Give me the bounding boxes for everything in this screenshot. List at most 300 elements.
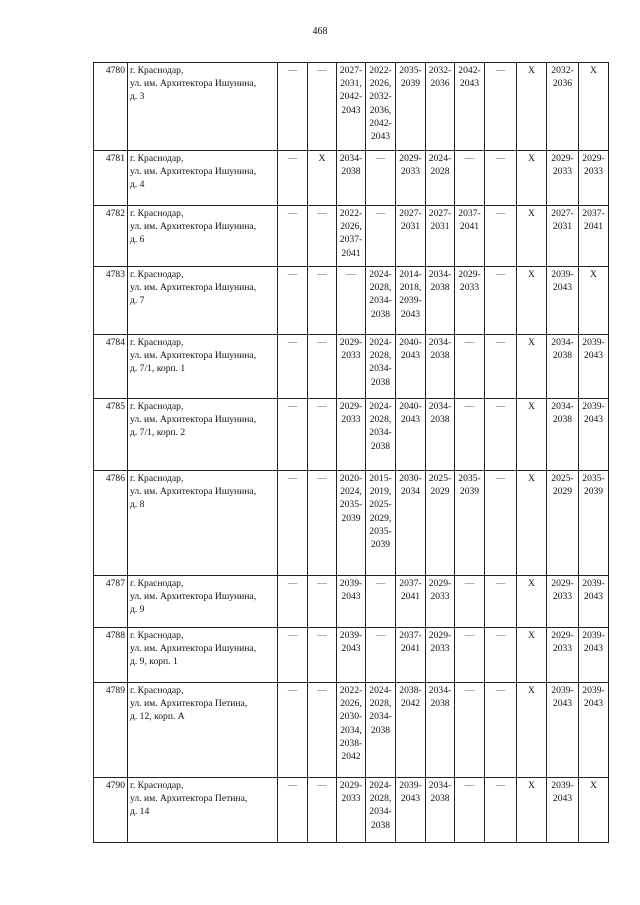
period-cell <box>426 778 455 843</box>
period-value: 2024, <box>340 486 362 498</box>
address-line: ул. им. Архитектора Ишунина, <box>130 166 257 178</box>
address-line: г. Краснодар, <box>130 685 184 696</box>
period-value: 2025- <box>369 499 392 511</box>
period-value: 2024- <box>369 401 392 412</box>
period-cell <box>337 206 366 267</box>
period-value: 2034- <box>428 780 452 791</box>
period-value: — <box>317 780 327 791</box>
period-value: 2038 <box>370 819 391 831</box>
period-cell <box>547 151 579 206</box>
period-value: — <box>495 578 506 589</box>
period-cell <box>396 206 426 267</box>
period-value: 2034- <box>551 337 574 348</box>
period-value: 2042- <box>458 65 481 76</box>
period-value: 2039- <box>582 401 605 412</box>
period-cell <box>396 63 426 151</box>
period-value: — <box>287 685 298 696</box>
period-value: 2026, <box>340 221 362 233</box>
period-value: 2022- <box>339 208 363 219</box>
period-value: 2033 <box>341 414 361 426</box>
period-value: 2034, <box>340 724 362 736</box>
period-cell <box>278 399 308 471</box>
period-value: 2043 <box>400 793 421 805</box>
period-value: 2041 <box>583 221 604 233</box>
period-value: — <box>287 473 298 484</box>
table-row <box>94 399 609 471</box>
period-value: Х <box>528 65 535 76</box>
period-cell <box>547 471 579 576</box>
period-value: 2032- <box>428 65 452 76</box>
row-number: 4787 <box>94 576 128 628</box>
period-value: — <box>495 153 506 164</box>
address-line: д. 7 <box>130 295 145 307</box>
period-value: 2032- <box>369 91 392 103</box>
period-cell <box>426 206 455 267</box>
address-cell <box>128 399 278 471</box>
period-cell <box>278 683 308 778</box>
period-cell <box>579 63 609 151</box>
period-cell <box>517 399 547 471</box>
period-value: Х <box>528 685 535 696</box>
period-value: 2036 <box>430 78 450 90</box>
period-value: 2043 <box>583 414 604 426</box>
period-value: 2028 <box>430 166 450 178</box>
address-line: г. Краснодар, <box>130 401 184 412</box>
address-line: ул. им. Архитектора Ишунина, <box>130 486 257 498</box>
period-cell <box>366 335 396 399</box>
period-cell <box>426 683 455 778</box>
period-cell <box>579 576 609 628</box>
period-value: — <box>287 630 298 641</box>
address-cell <box>128 206 278 267</box>
period-value: 2031 <box>400 221 421 233</box>
period-cell <box>426 471 455 576</box>
period-cell <box>455 576 485 628</box>
period-value: 2038 <box>370 724 391 736</box>
period-value: — <box>287 269 298 280</box>
period-value: 2043 <box>400 350 421 362</box>
period-cell <box>547 778 579 843</box>
address-cell <box>128 151 278 206</box>
period-value: 2024- <box>369 269 392 280</box>
period-cell <box>485 267 517 335</box>
period-value: 2027- <box>339 65 363 76</box>
period-value: 2027- <box>399 208 422 219</box>
row-number: 4783 <box>94 267 128 335</box>
period-cell <box>278 335 308 399</box>
period-value: 2030- <box>339 711 363 723</box>
address-line: г. Краснодар, <box>130 337 184 348</box>
period-value: 2039- <box>399 295 422 307</box>
period-value: — <box>317 630 327 641</box>
period-value: 2043 <box>341 643 361 655</box>
row-number: 4789 <box>94 683 128 778</box>
period-value: 2037- <box>582 208 605 219</box>
period-value: Х <box>528 269 535 280</box>
period-value: 2029- <box>428 578 452 589</box>
period-value: 2018, <box>399 282 422 294</box>
period-value: 2036 <box>552 78 573 90</box>
period-cell <box>426 63 455 151</box>
period-value: 2043 <box>400 414 421 426</box>
period-cell <box>455 335 485 399</box>
address-line: ул. им. Архитектора Ишунина, <box>130 643 257 655</box>
address-line: д. 7/1, корп. 2 <box>130 427 186 439</box>
period-value: 2043 <box>583 350 604 362</box>
period-cell <box>455 778 485 843</box>
table-row <box>94 151 609 206</box>
period-cell <box>579 628 609 683</box>
period-value: 2033 <box>341 350 361 362</box>
period-value: 2026, <box>340 698 362 710</box>
period-value: 2034- <box>369 363 392 375</box>
period-cell <box>579 206 609 267</box>
period-value: 2037- <box>339 234 363 246</box>
period-cell <box>278 151 308 206</box>
period-cell <box>308 778 337 843</box>
period-value: 2028, <box>369 414 392 426</box>
address-line: д. 7/1, корп. 1 <box>130 363 186 375</box>
period-value: — <box>317 269 327 280</box>
period-value: — <box>287 780 298 791</box>
period-cell <box>426 267 455 335</box>
address-line: ул. им. Архитектора Ишунина, <box>130 221 257 233</box>
address-line: г. Краснодар, <box>130 630 184 641</box>
period-cell <box>278 63 308 151</box>
period-value: — <box>495 685 506 696</box>
period-value: 2038- <box>399 685 422 696</box>
period-value: — <box>287 337 298 348</box>
address-line: ул. им. Архитектора Ишунина, <box>130 591 257 603</box>
period-value: 2038- <box>339 737 363 749</box>
period-cell <box>579 399 609 471</box>
period-value: 2035- <box>369 525 392 537</box>
period-cell <box>426 576 455 628</box>
address-line: г. Краснодар, <box>130 578 184 589</box>
period-value: 2043 <box>552 793 573 805</box>
table-row <box>94 471 609 576</box>
period-cell <box>337 399 366 471</box>
period-value: 2035- <box>582 473 605 484</box>
period-cell <box>308 335 337 399</box>
period-cell <box>455 151 485 206</box>
address-line: г. Краснодар, <box>130 208 184 219</box>
period-value: — <box>317 65 327 76</box>
period-value: 2029- <box>582 153 605 164</box>
period-cell <box>485 399 517 471</box>
address-cell <box>128 778 278 843</box>
period-cell <box>517 335 547 399</box>
address-line: д. 8 <box>130 499 145 511</box>
period-cell <box>366 399 396 471</box>
period-value: 2035- <box>458 473 481 484</box>
period-cell <box>366 206 396 267</box>
period-value: 2038 <box>552 350 573 362</box>
period-value: 2039- <box>339 630 363 641</box>
period-value: 2034- <box>428 401 452 412</box>
period-cell <box>485 206 517 267</box>
period-value: 2024- <box>369 337 392 348</box>
address-line: г. Краснодар, <box>130 65 184 76</box>
period-value: 2033 <box>430 643 450 655</box>
period-cell <box>455 683 485 778</box>
period-cell <box>278 206 308 267</box>
period-value: 2029- <box>551 630 574 641</box>
row-number: 4781 <box>94 151 128 206</box>
period-value: — <box>495 473 506 484</box>
period-value: 2037- <box>399 630 422 641</box>
period-value: Х <box>590 65 597 76</box>
period-value: 2039 <box>459 486 480 498</box>
period-value: 2025- <box>428 473 452 484</box>
period-value: 2042 <box>341 751 361 763</box>
address-cell <box>128 335 278 399</box>
period-cell <box>366 576 396 628</box>
period-value: 2039 <box>400 78 421 90</box>
period-value: Х <box>318 153 326 164</box>
period-value: 2039- <box>582 578 605 589</box>
period-value: 2030- <box>399 473 422 484</box>
period-value: 2038 <box>430 414 450 426</box>
period-cell <box>366 267 396 335</box>
period-value: 2036, <box>369 104 392 116</box>
period-cell <box>396 778 426 843</box>
period-value: 2028, <box>369 350 392 362</box>
period-cell <box>396 151 426 206</box>
period-value: Х <box>528 401 535 412</box>
period-cell <box>337 683 366 778</box>
period-value: 2042- <box>369 117 392 129</box>
period-cell <box>455 267 485 335</box>
period-value: 2039- <box>551 780 574 791</box>
page-number: 468 <box>312 26 328 37</box>
period-cell <box>485 683 517 778</box>
period-value: 2033 <box>583 166 604 178</box>
period-value: 2038 <box>430 698 450 710</box>
address-cell <box>128 683 278 778</box>
period-value: 2025- <box>551 473 574 484</box>
period-cell <box>547 399 579 471</box>
period-cell <box>485 151 517 206</box>
period-value: 2041 <box>400 591 421 603</box>
row-number: 4790 <box>94 778 128 843</box>
period-value: 2029- <box>339 337 363 348</box>
period-value: 2034- <box>369 295 392 307</box>
period-value: 2041 <box>400 643 421 655</box>
period-cell <box>308 576 337 628</box>
period-value: 2039- <box>582 630 605 641</box>
period-value: 2035- <box>399 65 422 76</box>
period-cell <box>517 267 547 335</box>
period-cell <box>517 471 547 576</box>
period-cell <box>308 471 337 576</box>
address-line: ул. им. Архитектора Ишунина, <box>130 78 257 90</box>
address-line: д. 14 <box>130 806 150 818</box>
address-line: г. Краснодар, <box>130 269 184 280</box>
period-cell <box>547 335 579 399</box>
period-value: 2032- <box>551 65 574 76</box>
address-line: г. Краснодар, <box>130 780 184 791</box>
period-value: — <box>464 401 475 412</box>
period-value: — <box>287 208 298 219</box>
period-cell <box>455 471 485 576</box>
registry-table <box>93 62 609 843</box>
period-value: — <box>287 153 298 164</box>
period-value: — <box>375 630 386 641</box>
period-value: 2033 <box>552 166 573 178</box>
period-value: 2022- <box>369 65 392 76</box>
period-value: 2039 <box>341 512 361 524</box>
period-value: 2038 <box>552 414 573 426</box>
period-value: 2029 <box>430 486 450 498</box>
period-value: 2039- <box>582 685 605 696</box>
period-value: 2022- <box>339 685 363 696</box>
table-row <box>94 63 609 151</box>
address-line: ул. им. Архитектора Петина, <box>130 698 248 710</box>
period-cell <box>517 628 547 683</box>
address-line: ул. им. Архитектора Петина, <box>130 793 248 805</box>
period-cell <box>278 576 308 628</box>
period-cell <box>308 683 337 778</box>
period-value: 2043 <box>583 698 604 710</box>
period-cell <box>337 628 366 683</box>
period-value: 2031 <box>552 221 573 233</box>
period-value: 2040- <box>399 337 422 348</box>
period-value: 2039- <box>582 337 605 348</box>
period-cell <box>308 63 337 151</box>
period-value: — <box>464 630 475 641</box>
period-value: 2033 <box>430 591 450 603</box>
period-cell <box>396 335 426 399</box>
table-row <box>94 206 609 267</box>
period-value: 2038 <box>370 376 391 388</box>
period-value: 2042- <box>339 91 363 103</box>
address-line: г. Краснодар, <box>130 153 184 164</box>
address-line: д. 9 <box>130 604 145 616</box>
period-cell <box>337 471 366 576</box>
period-value: 2034- <box>369 806 392 818</box>
period-value: 2034- <box>369 427 392 439</box>
period-value: 2039 <box>370 539 391 551</box>
period-cell <box>517 683 547 778</box>
period-cell <box>485 628 517 683</box>
period-value: 2043 <box>341 591 361 603</box>
period-value: 2039- <box>399 780 422 791</box>
period-value: 2037- <box>399 578 422 589</box>
period-cell <box>308 628 337 683</box>
period-value: 2038 <box>341 166 361 178</box>
period-value: 2039 <box>583 486 604 498</box>
period-cell <box>547 683 579 778</box>
period-value: — <box>317 473 327 484</box>
period-value: — <box>464 780 475 791</box>
period-value: 2033 <box>459 282 480 294</box>
period-value: — <box>317 337 327 348</box>
period-value: — <box>495 269 506 280</box>
period-cell <box>366 471 396 576</box>
period-cell <box>278 778 308 843</box>
period-cell <box>547 628 579 683</box>
period-cell <box>396 471 426 576</box>
period-value: Х <box>528 208 535 219</box>
period-cell <box>337 151 366 206</box>
period-value: 2029, <box>369 512 392 524</box>
period-value: 2043 <box>400 308 421 320</box>
period-value: — <box>464 578 475 589</box>
period-value: 2027- <box>551 208 574 219</box>
period-value: — <box>375 578 386 589</box>
period-value: 2029- <box>399 153 422 164</box>
period-cell <box>366 628 396 683</box>
period-value: 2041 <box>341 247 361 259</box>
period-cell <box>485 471 517 576</box>
period-cell <box>426 151 455 206</box>
period-cell <box>337 63 366 151</box>
period-value: 2043 <box>583 643 604 655</box>
period-value: 2028, <box>369 282 392 294</box>
period-cell <box>308 267 337 335</box>
period-value: Х <box>528 153 535 164</box>
period-value: 2024- <box>369 780 392 791</box>
table-row <box>94 628 609 683</box>
row-number: 4786 <box>94 471 128 576</box>
period-value: 2043 <box>583 591 604 603</box>
period-cell <box>426 399 455 471</box>
period-cell <box>517 206 547 267</box>
period-value: — <box>495 630 506 641</box>
period-value: 2035- <box>339 499 363 511</box>
period-value: — <box>317 685 327 696</box>
period-value: 2027- <box>428 208 452 219</box>
period-cell <box>455 628 485 683</box>
period-value: 2029- <box>551 578 574 589</box>
period-value: 2034- <box>428 337 452 348</box>
period-value: 2038 <box>430 282 450 294</box>
period-value: — <box>287 65 298 76</box>
period-cell <box>579 471 609 576</box>
period-cell <box>547 576 579 628</box>
period-value: 2042 <box>400 698 421 710</box>
period-cell <box>278 628 308 683</box>
period-value: 2029- <box>339 780 363 791</box>
period-cell <box>485 335 517 399</box>
period-value: 2038 <box>430 350 450 362</box>
period-value: 2029- <box>551 153 574 164</box>
period-value: — <box>464 153 475 164</box>
period-value: Х <box>528 578 535 589</box>
address-cell <box>128 267 278 335</box>
period-cell <box>308 399 337 471</box>
period-value: 2043 <box>341 104 361 116</box>
period-cell <box>579 683 609 778</box>
period-value: 2041 <box>459 221 480 233</box>
period-cell <box>396 576 426 628</box>
period-value: Х <box>590 780 597 791</box>
period-value: Х <box>590 269 597 280</box>
period-value: 2015- <box>369 473 392 484</box>
period-value: — <box>495 208 506 219</box>
period-value: 2038 <box>370 440 391 452</box>
period-value: 2029- <box>428 630 452 641</box>
period-cell <box>337 335 366 399</box>
period-cell <box>278 471 308 576</box>
period-cell <box>426 628 455 683</box>
period-value: — <box>375 208 386 219</box>
period-value: 2029- <box>339 401 363 412</box>
row-number: 4788 <box>94 628 128 683</box>
period-cell <box>278 267 308 335</box>
period-cell <box>337 576 366 628</box>
